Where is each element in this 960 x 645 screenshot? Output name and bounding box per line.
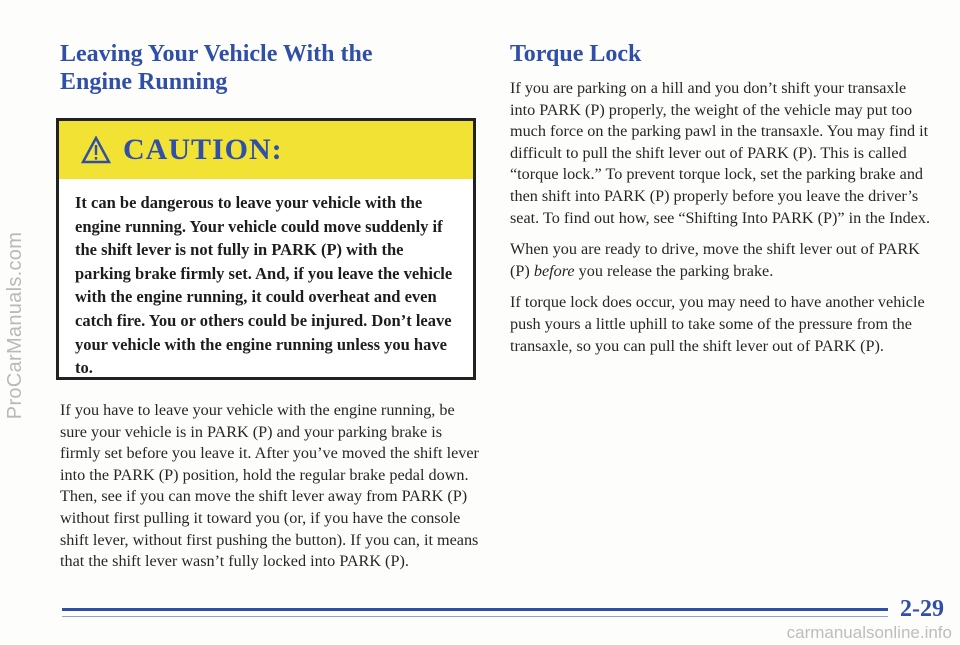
caution-text: It can be dangerous to leave your vehicle with the engine running. Your vehicle could move suddenly if the shift lever is not fully in PARK (P) with the parking brake firmly set. And, if you leave the vehicle with the engine running, it could overheat and even catch fire. You or others could be injured. Don’t leave your vehicle with the engine running unless you have to. [75,193,453,378]
leaving-vehicle-paragraph: If you have to leave your vehicle with the engine running, be sure your vehicle is in PARK (P) and your parking brake is firmly set before you leave it. After you’ve moved the shift lever into the PARK (P) position, hold the regular brake pedal down. Then, see if you can move the shift lever away from PARK (P) without first pulling it toward you (or, if you have the console shift lever, without first pushing the button). If you can, it means that the shift lever wasn’t fully locked into PARK (P). [60,401,479,571]
caution-title: CAUTION: [123,133,283,166]
leaving-vehicle-heading [60,40,480,96]
torque-lock-paragraph-1: If you are parking on a hill and you don’t shift your transaxle into PARK (P) properly, the weight of the vehicle may put too much force on the parking pawl in the transaxle. You may find it difficult to pull the shift lever out of PARK (P). This is called “torque lock.” To prevent torque lock, set the parking brake and then shift into PARK (P) properly before you leave the driver’s seat. To find out how, see “Shifting Into PARK (P)” in the Index. [510,79,930,227]
paragraph-2-end: you release the parking brake. [574,261,774,280]
side-watermark [4,10,28,640]
footer-rule-thin [62,616,888,617]
torque-lock-paragraph-2 [510,239,930,282]
side-watermark-text: ProCarManuals.com [4,231,27,419]
torque-lock-paragraph-3: If torque lock does occur, you may need to have another vehicle push yours a little uphill to take some of the pressure from the transaxle, so you can pull the shift lever out of PARK (P). [510,293,925,355]
heading-line-1: Leaving Your Vehicle With the [60,41,373,67]
caution-box [56,118,476,380]
caution-header [59,121,473,179]
page-number: 2-29 [900,596,944,622]
warning-triangle-icon [81,136,111,164]
paragraph-2-start: When you are ready to drive, move the shift lever out of PARK (P) [510,240,920,280]
paragraph-2-emphasis: before [533,261,575,280]
torque-lock-heading: Torque Lock [510,41,642,67]
footer-rule [62,608,888,611]
footer-watermark: carmanualsonline.info [786,623,952,642]
heading-line-2: Engine Running [60,69,228,95]
right-column [510,40,930,357]
left-column [60,40,480,573]
